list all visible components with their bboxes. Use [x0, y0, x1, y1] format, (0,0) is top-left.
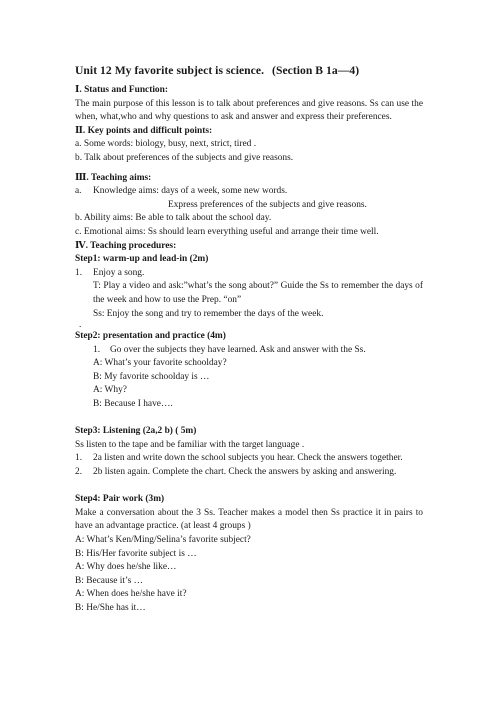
unit-title: Unit 12 My favorite subject is science. [75, 64, 265, 77]
teaching-aims-heading: Ⅲ. Teaching aims: [75, 172, 152, 183]
dialogue-line: B: My favorite schoolday is … [93, 371, 210, 382]
dialogue-line: B: He/She has it… [75, 602, 146, 613]
list-number: 1. [75, 453, 83, 464]
section-label: (Section B 1a—4) [272, 64, 360, 77]
status-function-text: The main purpose of this lesson is to talk about preferences and give reasons. Ss can use the when, what,who and why questions to ask and answer and express their preferences. [75, 98, 423, 123]
key-points-heading: Ⅱ. Key points and difficult points: [75, 125, 213, 136]
step1-students-text: Ss: Enjoy the song and try to remember the days of the week. [93, 308, 324, 319]
dialogue-line: B: Because it’s … [75, 575, 143, 586]
stray-dot: . [79, 320, 82, 331]
step3-item-2 [75, 466, 423, 480]
step1-teacher-text: T: Play a video and ask:”what’s the song about?” Guide the Ss to remember the days of the week and how to use the Prep. “on” [93, 281, 423, 305]
step2-item [75, 344, 423, 358]
dialogue-line: A: Why does he/she like… [75, 562, 177, 573]
knowledge-aims-text: Knowledge aims: days of a week, some new words. [93, 186, 288, 197]
key-points-b: b. Talk about preferences of the subjects and give reasons. [75, 152, 294, 163]
step1-item-text: Enjoy a song. [93, 267, 145, 278]
teaching-procedures-heading: Ⅳ. Teaching procedures: [75, 240, 177, 251]
step2-heading: Step2: presentation and practice (4m) [75, 331, 226, 342]
step1-heading: Step1: warm-up and lead-in (2m) [75, 254, 209, 265]
list-number: 1. [75, 267, 83, 278]
ability-aims: b. Ability aims: Be able to talk about the school day. [75, 213, 272, 224]
teaching-aims-a [75, 185, 423, 199]
step2-item-text: Go over the subjects they have learned. Ask and answer with the Ss. [110, 344, 366, 355]
step1-item [75, 267, 423, 281]
dialogue-line: A: What’s Ken/Ming/Selina’s favorite subject? [75, 535, 251, 545]
key-points-a: a. Some words: biology, busy, next, strict, tired . [75, 139, 257, 150]
list-number: 2. [75, 467, 83, 478]
dialogue-line: A: When does he/she have it? [75, 589, 187, 600]
step3-item-1 [75, 452, 423, 466]
dialogue-line: B: Because I have…. [93, 399, 173, 410]
document-title [75, 64, 423, 78]
step4-heading: Step4: Pair work (3m) [75, 494, 165, 505]
step4-intro: Make a conversation about the 3 Ss. Teacher makes a model then Ss practice it in pairs to have an advantage practice. (at least 4 groups ) [75, 507, 423, 532]
status-function-heading: Ⅰ. Status and Function: [75, 85, 168, 95]
step3-item-text: 2b listen again. Complete the chart. Check the answers by asking and answering. [93, 467, 397, 478]
emotional-aims: c. Emotional aims: Ss should learn everything useful and arrange their time well. [75, 226, 379, 237]
lesson-plan-page [75, 64, 423, 616]
list-number: 1. [93, 344, 101, 355]
knowledge-aims-continuation: Express preferences of the subjects and give reasons. [168, 199, 367, 210]
list-number: a. [75, 186, 82, 197]
dialogue-line: A: What’s your favorite schoolday? [93, 358, 227, 369]
step3-item-text: 2a listen and write down the school subjects you hear. Check the answers together. [93, 453, 403, 464]
dialogue-line: A: Why? [93, 385, 127, 396]
step3-heading: Step3: Listening (2a,2 b) ( 5m) [75, 426, 197, 437]
dialogue-line: B: His/Her favorite subject is … [75, 548, 197, 559]
step3-intro: Ss listen to the tape and be familiar with the target language . [75, 439, 305, 450]
